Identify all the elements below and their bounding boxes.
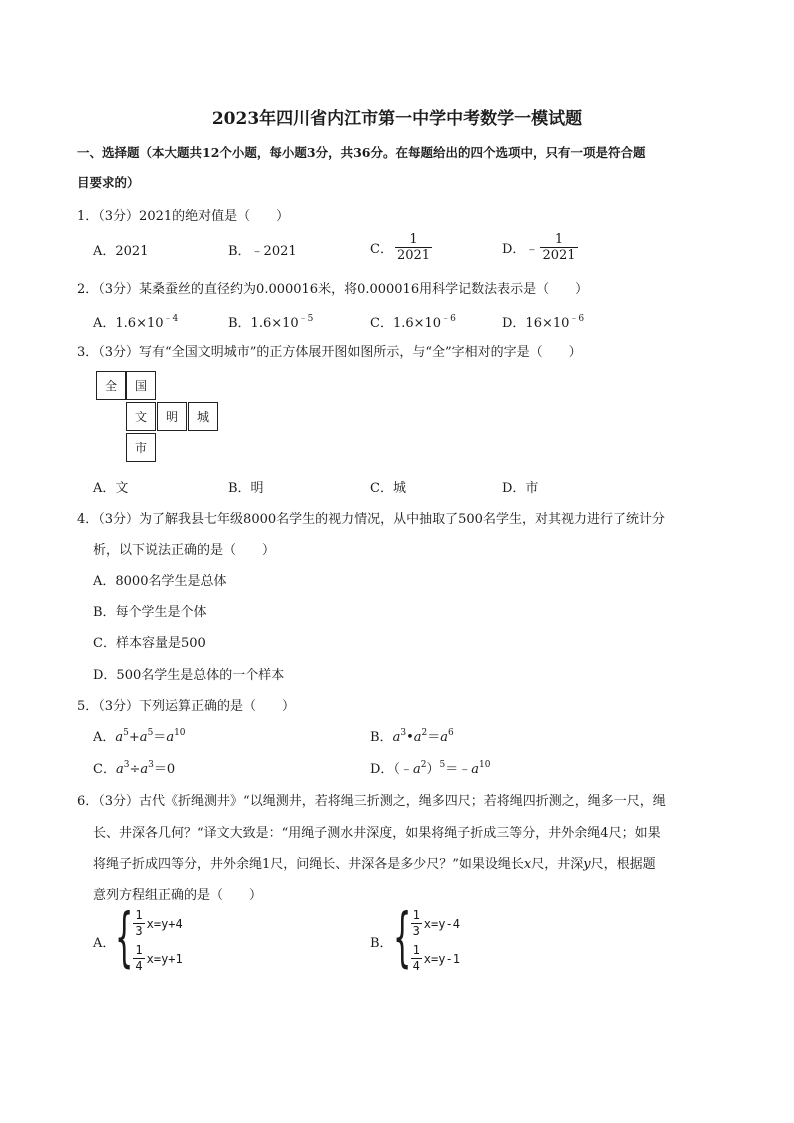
option-label: B． [370, 935, 393, 951]
page-title: 2023年四川省内江市第一中学中考数学一模试题 [211, 109, 583, 129]
q2-option-c-base: C．1.6×10 [370, 316, 442, 331]
stem-text: 尺，井深 [531, 857, 584, 872]
option-label: A． [93, 730, 116, 745]
fraction [133, 908, 144, 939]
exponent: 5 [147, 728, 154, 738]
q2-option-b-exponent: ﹣5 [298, 314, 314, 324]
exponent: 2 [421, 728, 428, 738]
exponent: 2 [420, 760, 427, 770]
fraction-denominator: 3 [412, 924, 420, 938]
q1-option-a[interactable]: A．2021 [93, 244, 149, 259]
q5-option-d[interactable] [370, 758, 490, 777]
equation-2 [131, 943, 182, 974]
equation-1 [409, 908, 460, 939]
q1-option-b[interactable]: B．﹣2021 [228, 244, 297, 259]
net-cell-guo: 国 [126, 371, 156, 400]
fraction-numerator: 1 [135, 943, 143, 957]
q2-option-d-base: D．16×10 [502, 316, 570, 331]
section-heading-line1: 一、选择题（本大题共12个小题，每小题3分，共36分。在每题给出的四个选项中，只有一项是符合题 [77, 145, 646, 160]
fraction-denominator: 2021 [396, 248, 431, 263]
q2-option-a-exponent: ﹣4 [163, 314, 179, 324]
question-3-stem: 3．（3分）写有“全国文明城市”的正方体展开图如图所示，与“全”字相对的字是（ ） [77, 345, 582, 360]
fraction [133, 943, 144, 974]
q5-option-c[interactable] [93, 758, 175, 777]
variable-x: x [523, 857, 532, 872]
fraction [411, 943, 422, 974]
equals: ＝ [153, 762, 167, 777]
exponent: 10 [478, 760, 491, 770]
operator: + [128, 730, 140, 745]
q2-option-b[interactable] [228, 312, 313, 331]
fraction-numerator: 1 [412, 943, 420, 957]
equation-rest: x=y+1 [146, 951, 183, 966]
q3-option-d[interactable]: D．市 [502, 481, 539, 496]
q3-option-a[interactable]: A．文 [93, 481, 129, 496]
fraction-numerator: 1 [412, 908, 420, 922]
exponent: 5 [123, 728, 129, 738]
variable-a: a [440, 730, 449, 745]
option-label: C． [93, 762, 116, 777]
q1-option-d[interactable] [502, 232, 580, 263]
question-5-stem: 5．（3分）下列运算正确的是（ ） [77, 699, 296, 714]
q5-option-b[interactable] [370, 726, 454, 745]
close-paren: ） [426, 762, 440, 777]
net-cell-ming: 明 [157, 402, 187, 431]
q1-option-c-fraction [395, 232, 432, 263]
equation-rest: x=y-4 [423, 916, 460, 931]
option-label: A． [93, 935, 116, 951]
question-6-stem-line2: 长、井深各几何？“译文大致是：“用绳子测水井深度，如果将绳子折成三等分，井外余绳4尺；如果 [93, 826, 661, 841]
section-heading-line2: 目要求的） [77, 175, 140, 190]
option-label: D．（﹣ [370, 762, 413, 777]
equation-1 [131, 908, 182, 939]
exponent: 6 [448, 728, 454, 738]
result-zero: 0 [166, 762, 176, 777]
stem-text: 尺，根据题 [590, 857, 656, 872]
exponent: 10 [174, 728, 186, 738]
equation-system [131, 908, 182, 974]
left-brace: { [115, 901, 134, 975]
question-6-stem-line1: 6．（3分）古代《折绳测井》“以绳测井，若将绳三折测之，绳多四尺；若将绳四折测之，绳多一尺，绳 [77, 794, 666, 809]
equals: ＝ [427, 730, 441, 745]
variable-a: a [412, 762, 421, 777]
variable-a: a [140, 762, 149, 777]
equation-2 [409, 943, 460, 974]
exponent: 3 [123, 760, 130, 770]
q1-option-d-fraction [540, 232, 577, 263]
fraction-numerator: 1 [554, 232, 564, 247]
variable-y: y [583, 857, 591, 872]
equals: ＝ [153, 730, 167, 745]
q1-option-d-label: D．﹣ [502, 242, 539, 257]
variable-a: a [392, 730, 401, 745]
fraction-numerator: 1 [409, 232, 418, 247]
net-cell-cheng: 城 [188, 402, 218, 431]
q6-option-b[interactable] [370, 901, 460, 975]
net-cell-shi: 市 [126, 433, 156, 462]
question-6-stem-line3 [93, 853, 656, 872]
question-4-stem-line1: 4．（3分）为了解我县七年级8000名学生的视力情况，从中抽取了500名学生，对其视力进行了统计分 [77, 512, 665, 527]
operator: ÷ [129, 762, 141, 777]
variable-a: a [413, 730, 422, 745]
question-1-stem: 1．（3分）2021的绝对值是（ ） [77, 209, 290, 224]
question-4-stem-line2: 析，以下说法正确的是（ ） [93, 543, 276, 558]
operator: • [406, 730, 414, 745]
q4-option-d[interactable]: D．500名学生是总体的一个样本 [93, 668, 285, 683]
negative-sign: ﹣ [458, 762, 472, 777]
fraction-numerator: 1 [135, 908, 143, 922]
variable-a: a [115, 730, 124, 745]
q2-option-d-exponent: ﹣6 [569, 314, 585, 324]
q3-option-c[interactable]: C．城 [370, 481, 406, 496]
variable-a: a [139, 730, 148, 745]
fraction [411, 908, 422, 939]
q2-option-c[interactable] [370, 312, 456, 331]
fraction-denominator: 2021 [542, 248, 576, 263]
q2-option-b-base: B．1.6×10 [228, 316, 299, 331]
q1-option-c-label: C． [370, 242, 393, 257]
q6-option-a[interactable] [93, 901, 183, 975]
q1-option-c[interactable] [370, 232, 434, 263]
question-2-stem: 2．（3分）某桑蚕丝的直径约为0.000016米，将0.000016用科学记数法表示是（ ） [77, 282, 589, 297]
equation-rest: x=y-1 [423, 951, 460, 966]
q3-option-b[interactable]: B．明 [228, 481, 264, 496]
equation-system [409, 908, 460, 974]
fraction-denominator: 3 [135, 924, 143, 938]
q4-option-b[interactable]: B．每个学生是个体 [93, 605, 207, 620]
q2-option-c-exponent: ﹣6 [441, 314, 456, 324]
q2-option-d[interactable] [502, 312, 584, 331]
equation-rest: x=y+4 [146, 916, 183, 931]
q4-option-a[interactable]: A．8000名学生是总体 [93, 574, 227, 589]
question-6-stem-line4: 意列方程组正确的是（ ） [93, 888, 263, 903]
fraction-denominator: 4 [135, 959, 143, 973]
variable-a: a [166, 730, 175, 745]
left-brace: { [392, 901, 411, 975]
equals: ＝ [445, 762, 459, 777]
exponent: 5 [439, 760, 446, 770]
exponent: 3 [400, 728, 407, 738]
variable-a: a [115, 762, 124, 777]
q2-option-a[interactable] [93, 312, 178, 331]
net-cell-quan: 全 [96, 371, 126, 400]
q2-option-a-base: A．1.6×10 [93, 316, 164, 331]
q5-option-a[interactable] [93, 726, 186, 745]
fraction-denominator: 4 [412, 959, 420, 973]
net-cell-wen: 文 [126, 402, 156, 431]
q4-option-c[interactable]: C．样本容量是500 [93, 636, 206, 651]
option-label: B． [370, 730, 393, 745]
variable-a: a [471, 762, 479, 777]
exponent: 3 [148, 760, 154, 770]
stem-text: 将绳子折成四等分，井外余绳1尺，问绳长、井深各是多少尺？”如果设绳长 [93, 857, 524, 872]
